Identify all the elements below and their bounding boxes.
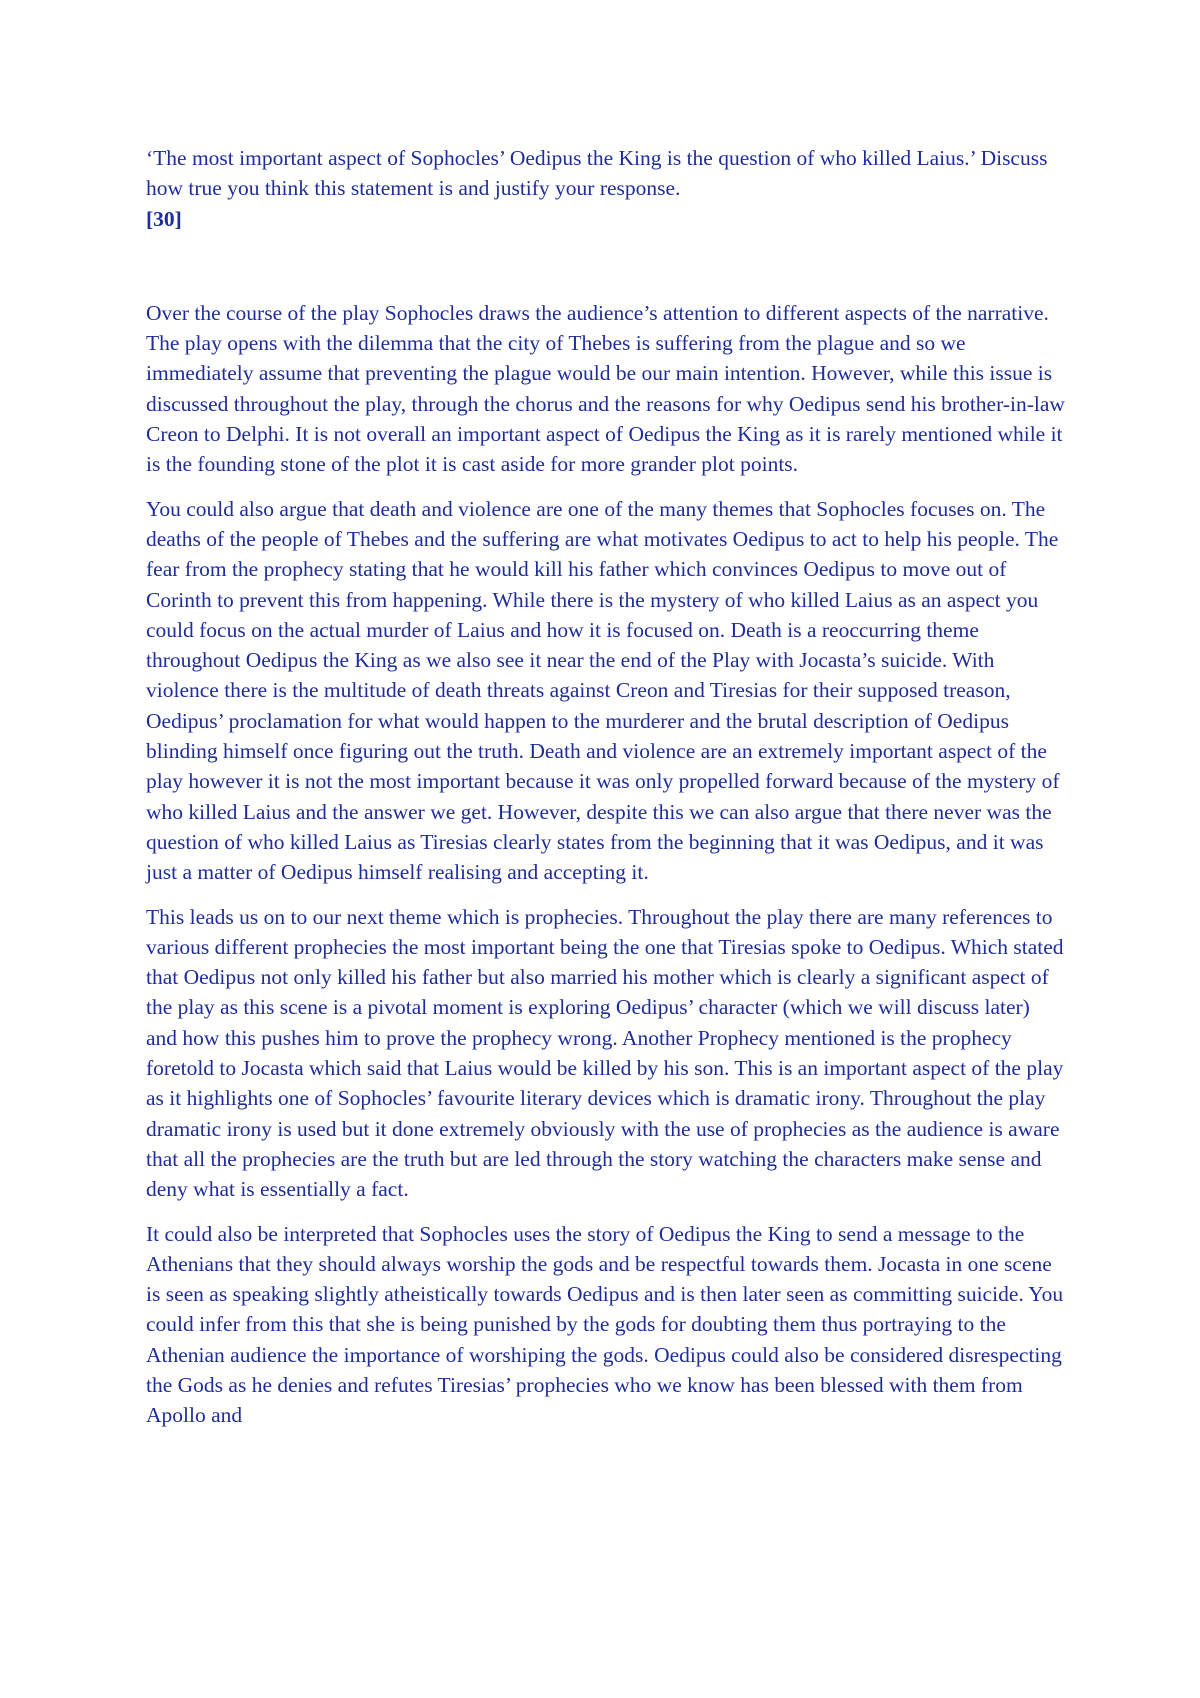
marks-label: [30]	[146, 206, 182, 231]
essay-paragraph-4: It could also be interpreted that Sophocles uses the story of Oedipus the King to send a message to the Athenians that they should always worship the gods and be respectful towards them. Jocasta in one scene is seen as speaking slightly atheistically towards Oedipus and is then later seen as committing suicide. You could infer from this that she is being punished by the gods for doubting them thus portraying to the Athenian audience the importance of worshiping the gods. Oedipus could also be considered disrespecting the Gods as he denies and refutes Tiresias’ prophecies who we know has been blessed with them from Apollo and	[146, 1221, 1064, 1428]
essay-paragraph-2: You could also argue that death and violence are one of the many themes that Sophocles focuses on. The deaths of the people of Thebes and the suffering are what motivates Oedipus to act to help his people. The fear from the prophecy stating that he would kill his father which convinces Oedipus to move out of Corinth to prevent this from happening. While there is the mystery of who killed Laius as an aspect you could focus on the actual murder of Laius and how it is focused on. Death is a reoccurring theme throughout Oedipus the King as we also see it near the end of the Play with Jocasta’s suicide. With violence there is the multitude of death threats against Creon and Tiresias for their supposed treason, Oedipus’ proclamation for what would happen to the murderer and the brutal description of Oedipus blinding himself once figuring out the truth. Death and violence are an extremely important aspect of the play however it is not the most important because it was only propelled forward because of the mystery of who killed Laius and the answer we get. However, despite this we can also argue that there never was the question of who killed Laius as Tiresias clearly states from the beginning that it was Oedipus, and it was just a matter of Oedipus himself realising and accepting it.	[146, 496, 1060, 885]
essay-question: ‘The most important aspect of Sophocles’ Oedipus the King is the question of who killed Laius.’ Discuss how true you think this statement is and justify your response.	[146, 146, 1048, 201]
essay-paragraph-3: This leads us on to our next theme which is prophecies. Throughout the play there are many references to various different prophecies the most important being the one that Tiresias spoke to Oedipus. Which stated that Oedipus not only killed his father but also married his mother which is clearly a significant aspect of the play as this scene is a pivotal moment is exploring Oedipus’ character (which we will discuss later) and how this pushes him to prove the prophecy wrong. Another Prophecy mentioned is the prophecy foretold to Jocasta which said that Laius would be killed by his son. This is an important aspect of the play as it highlights one of Sophocles’ favourite literary devices which is dramatic irony. Throughout the play dramatic irony is used but it done extremely obviously with the use of prophecies as the audience is aware that all the prophecies are the truth but are led through the story watching the characters make sense and deny what is essentially a fact.	[146, 904, 1064, 1202]
essay-paragraph-1: Over the course of the play Sophocles draws the audience’s attention to different aspects of the narrative. The play opens with the dilemma that the city of Thebes is suffering from the plague and so we immediately assume that preventing the plague would be our main intention. However, while this issue is discussed throughout the play, through the chorus and the reasons for why Oedipus send his brother-in-law Creon to Delphi. It is not overall an important aspect of Oedipus the King as it is rarely mentioned while it is the founding stone of the plot it is cast aside for more grander plot points.	[146, 300, 1065, 477]
spacer	[146, 234, 1066, 298]
document-page	[146, 143, 1066, 1445]
